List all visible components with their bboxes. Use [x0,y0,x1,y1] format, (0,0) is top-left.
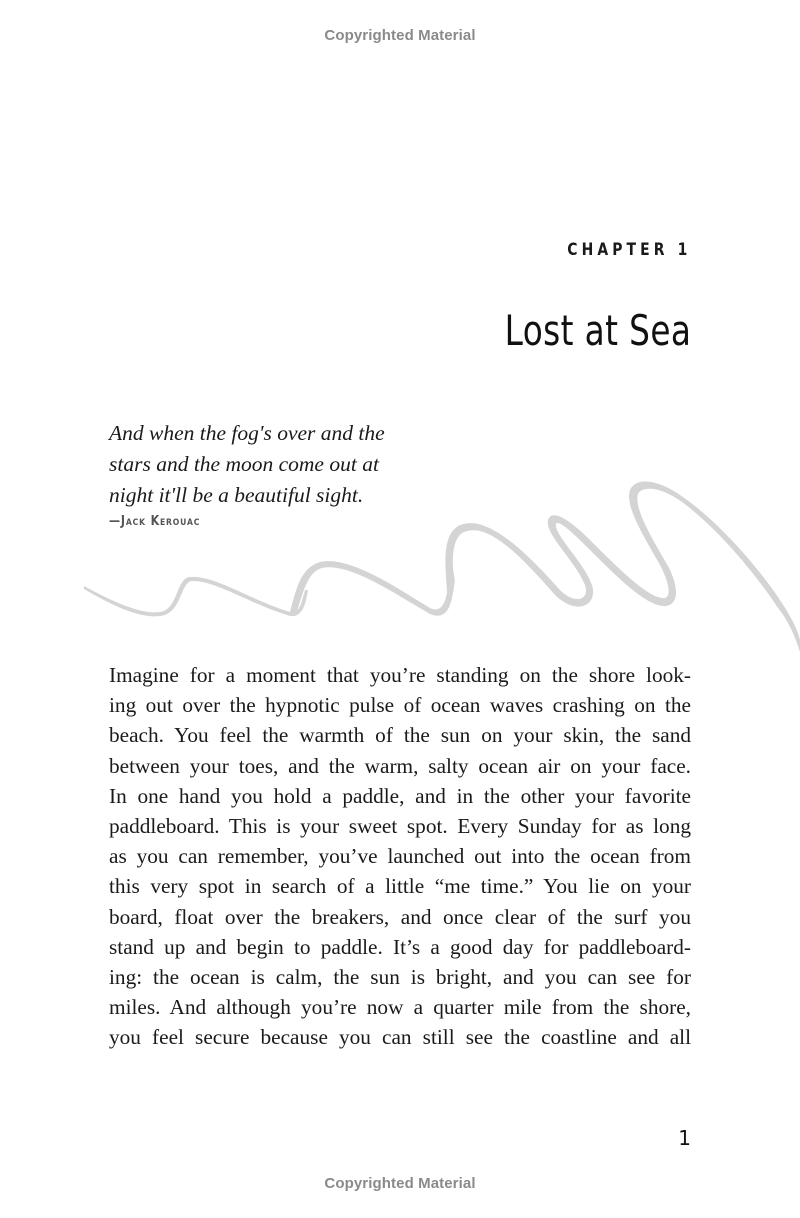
chapter-title: Lost at Sea [504,306,691,355]
body-paragraph [109,660,691,1053]
body-line: between your toes, and the warm, salty ocean air on your face. [109,753,691,778]
body-line: Imagine for a moment that you’re standing on the shore look- [109,663,691,687]
body-line: miles. And although you’re now a quarter mile from the shore, [109,995,691,1020]
copyright-watermark-top: Copyrighted Material [324,27,476,44]
page-number: 1 [678,1126,691,1150]
body-line: as you can remember, you’ve launched out into the ocean from [109,844,691,869]
epigraph-line: stars and the moon come out at [109,452,379,476]
body-line: this very spot in search of a little “me time.” You lie on your [109,874,691,899]
body-line: ing out over the hypnotic pulse of ocean waves crashing on the [109,693,691,718]
chapter-label: CHAPTER 1 [566,240,691,260]
epigraph-line: night it'll be a beautiful sight. [109,483,364,507]
wave-segment-2 [290,561,455,616]
body-line: you feel secure because you can still see the coastline and all [109,1025,691,1050]
body-line: paddleboard. This is your sweet spot. Every Sunday for as long [109,814,691,839]
epigraph-line: And when the fog's over and the [109,421,385,445]
wave-segment-1 [84,577,308,616]
body-line: beach. You feel the warmth of the sun on your skin, the sand [109,723,691,748]
attribution-text: —Jack Kerouac [109,514,201,529]
copyright-watermark-bottom: Copyrighted Material [324,1175,476,1192]
wave-segment-3 [445,482,780,608]
body-line: board, float over the breakers, and once clear of the surf you [109,904,691,929]
body-line: ing: the ocean is calm, the sun is bright, and you can see for [109,965,691,990]
body-line: stand up and begin to paddle. It’s a good day for paddleboard- [109,934,691,959]
wave-ornament-icon [0,440,800,660]
body-line: In one hand you hold a paddle, and in the other your favorite [109,783,691,808]
wave-segment-4 [778,600,800,652]
